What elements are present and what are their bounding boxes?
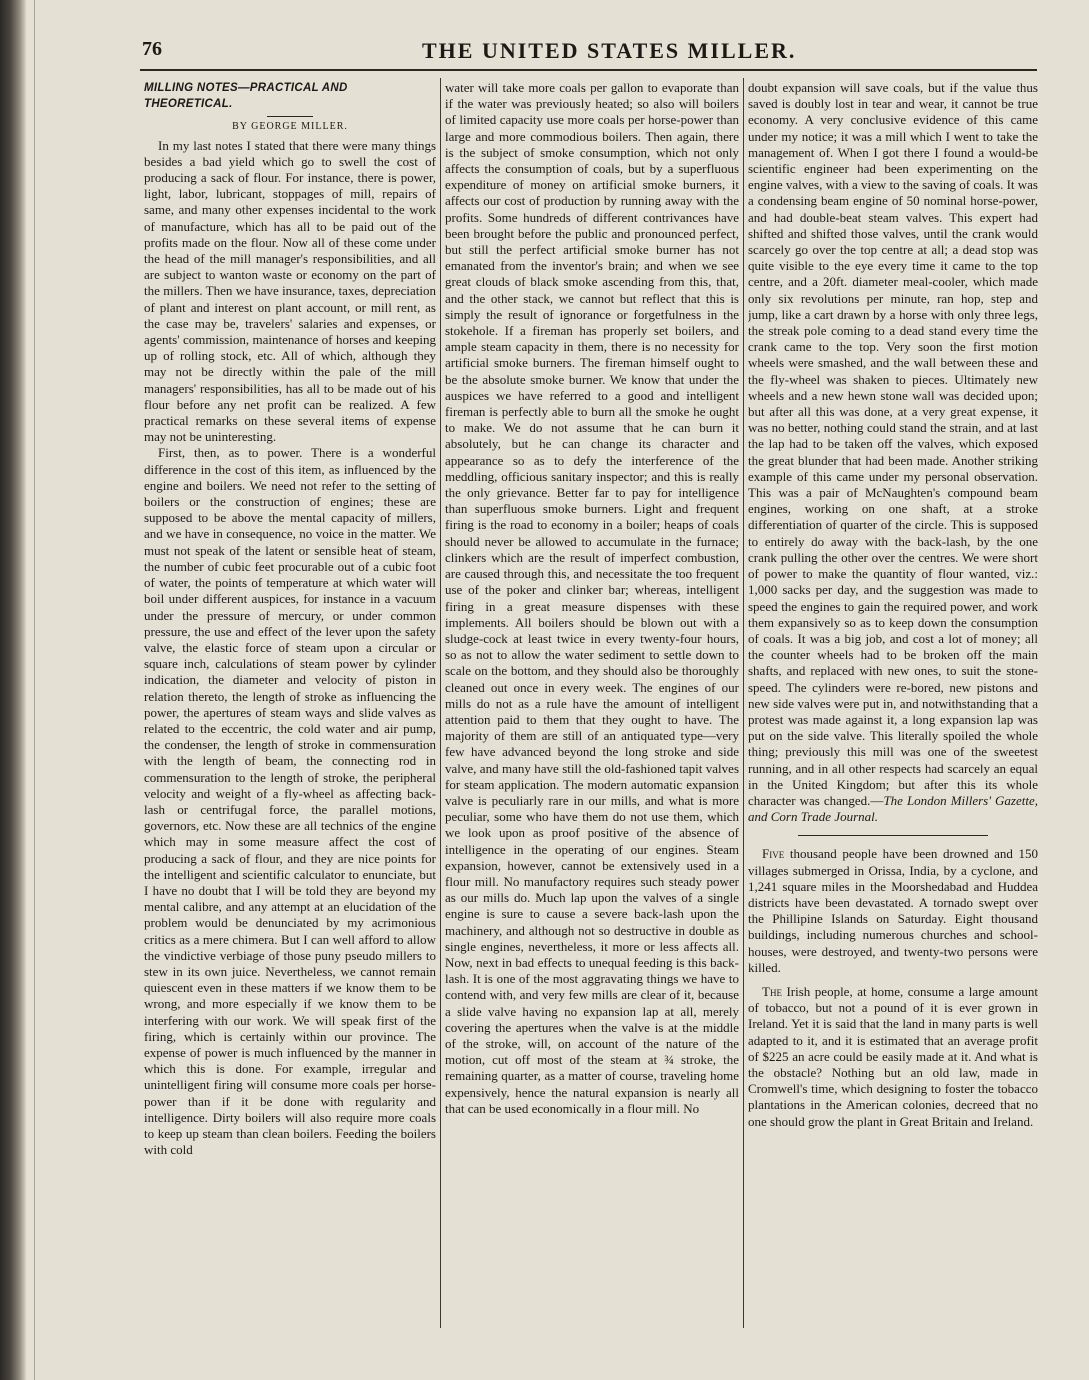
column-divider-1 [440,78,441,1328]
column-2 [445,80,739,1330]
binding-edge-line [34,0,35,1380]
column-1 [144,80,436,1330]
paragraph [748,80,1038,825]
page-binding-shadow [0,0,26,1380]
paragraph: water will take more coals per gallon to evaporate than if the water was previously heated; so also will boilers of limited capacity use more coals per horse-power than large and more commodious boilers. Then again, there is the subject of smoke consumption, which not only affects the consumption of coals, but by a superfluous expenditure of money on artificial smoke burners, it affects our cost of production by running away with the profits. Some hundreds of different contrivances have been brought before the public and pronounced perfect, but still the perfect artificial smoke burner has not emanated from the inventor's brain; and when we see great clouds of black smoke ascending from this, that, and the other stack, we cannot but reflect that this is simply the result of ignorance or forgetfulness in the stokehole. If a fireman has properly set boilers, and ample steam capacity in them, there is no necessity for artificial smoke burners. The fireman himself ought to be the absolute smoke burner. We know that under the auspices we have referred to a good and intelligent fireman is perfectly able to burn all the smoke he ought to make. We do not assume that he can burn it absolutely, but he can change its character and appearance so as to defy the interference of the meddling, officious sanitary inspector; and this is really the only grievance. Better far to pay for intelligence than superfluous smoke burners. Light and frequent firing is the road to economy in a boiler; heaps of coals should never be allowed to accumulate in the furnace; clinkers which are the result of imperfect combustion, are caused through this, and necessitate the too frequent use of the poker and clinker bar; whereas, intelligent firing in a great measure dispenses with these implements. All boilers should be blown out with a sludge-cock at least twice in every twenty-four hours, so as not to allow the water sediment to settle down to scale on the bottom, and they should also be thoroughly cleaned out once in every week. The engines of our mills do not as a rule have the amount of intelligent attention paid to them that they ought to have. The majority of them are still of an antiquated type—very few have advanced beyond the long stroke and side valve, and many have still the old-fashioned tapit valves for steam application. The modern automatic expansion valve is peculiarly rare in our mills, and what is more peculiar, some who have them do not use them, which we look upon as proof positive of the absence of intelligence in the operating of our engines. Steam expansion, however, cannot be extensively used in a flour mill. No manufactory requires such steady power as our mills do. Much lap upon the valves of a single engine is sure to cause a severe back-lash upon the machinery, and although not so destructive in double as single engines, nevertheless, it more or less affects all. Now, next in bad effects to unequal feeding is this back-lash. It is one of the most aggravating things we have to contend with, and very few mills are clear of it, because a slide valve having no expansion lap at all, merely covering the apertures when the valve is at the middle of the stroke, will, on account of the nature of the motion, cut off most of the steam at ¾ stroke, the remaining quarter, as a matter of course, traveling home expensively, hence the natural expansion is nearly all that can be used economically in a flour mill. No [445,80,739,1116]
heading-rule [267,116,313,117]
column-divider-2 [743,78,744,1328]
page-header [112,38,1037,68]
news-item-text: Irish people, at home, consume a large amount of tobacco, but not a pound of it is ever grown in Ireland. Yet it is said that the land in many parts is well adapted to it, and it is estimated that an average profit of $225 an acre could be easily made at it. And what is the obstacle? Nothing but an old law, made in Cromwell's time, which designing to foster the tobacco plantations in the American colonies, decreed that no one should grow the plant in Great Britain and Ireland. [748,983,1038,1129]
news-item-tobacco [748,984,1038,1130]
article-heading: MILLING NOTES—PRACTICAL AND THEORETICAL. [144,82,348,111]
paragraph-text: doubt expansion will save coals, but if the value thus saved is doubly lost in tear and wear, it cannot be true economy. A very conclusive evidence of this came under my notice; it was a mill which I went to take the management of. When I got there I found a would-be scientific engineer had been experimenting on the engine valves, with a view to the saving of coals. It was a condensing beam engine of 50 nominal horse-power, and had double-beat steam valves. This expert had shifted and shifted those valves, until the crank would scarcely go over the top centre at all; a dead stop was quite visible to the eye every time it came to the top centre, and a 20ft. diameter meal-cooler, which made only six revolutions per minute, ran hop, step and jump, like a cart drawn by a horse with only three legs, the streak pole coming to a dead stand every time the crank came to the top. Very soon the first motion wheels were smashed, and the wall between these and the fly-wheel was shaken to pieces. Ultimately new wheels and a new hewn stone wall was decided upon; but after all this was done, at a very great expense, it was no better, nothing could stand the strain, and at last the lap had to be taken off the valves, which exposed the great blunder that had been made. Another striking example of this came under my personal observation. This was a pair of McNaughten's compound beam engines, working on one shaft, at a stroke differentiation of quarter of the circle. This is supposed to entirely do away with the back-lash, by the one crank pulling the other over the centres. We were short of power to make the quantity of flour wanted, viz.: 1,000 sacks per day, and the suggestion was made to speed the engines to gain the required power, and work them expansively so as to keep down the consumption of coals. It was a big job, and cost a lot of money; all the counter wheels had to be broken off the main shafts, and replaced with new ones, to suit the stone-speed. The cylinders were re-bored, new pistons and new side valves were put in, and notwithstanding that a protest was made against it, a long expansion lap was put on the side valve. This literally spoiled the whole thing; previously this mill was one of the sweetest running, and in all other respects had scarcely an equal in the United Kingdom; but after this its whole character was changed.— [748,80,1038,808]
article-byline: BY GEORGE MILLER. [232,121,348,133]
article-source: The London Millers' Gazette, and Corn Trade Journal. [748,792,1038,825]
news-item-text: thousand people have been drowned and 150 villages submerged in Orissa, India, by a cyclone, and 1,241 square miles in the Moorshedabad and Huddea districts have been devastated. A tornado swept over the Phillipine Islands on Saturday. Eight thousand buildings, including numerous churches and school-houses, were destroyed, and twenty-two persons were killed. [748,846,1038,975]
column-3 [748,80,1038,1330]
masthead-title: THE UNITED STATES MILLER. [422,38,797,63]
lead-word: Five [762,846,785,862]
paragraph: First, then, as to power. There is a wonderful difference in the cost of this item, as influenced by the engine and boilers. We need not refer to the setting of boilers or the construction of engines; these are supposed to be above the mental capacity of millers, and we have in consequence, no voice in the matter. We must not speak of the latent or sensible heat of steam, the number of cubic feet procurable out of a cubic foot of water, the points of temperature at which water will boil under different auspices, for instance in a vacuum under the pressure of mercury, or under common pressure, the use and effect of the lever upon the safety valve, the elastic force of steam upon a circular or square inch, calculations of steam power by cylinder indication, the diameter and velocity of piston in relation thereto, the length of stroke as influencing the power, the apertures of steam ways and slide valves as related to the eccentric, the cold water and air pump, the condenser, the length of stroke in commensuration with the length of beam, the connecting rod in commensuration to the length of stroke, the peripheral velocity and weight of a fly-wheel as affecting back-lash or centrifugal force, the parallel motions, governors, etc. Now these are all technics of the engine which may in some measure affect the cost of producing a sack of flour, and they are nice points for the intelligent and scientific calculator to enunciate, but I have no doubt that I will be told they are beyond my mental calibre, and any attempt at an elucidation of the problem would be denunciated by my acrimonious critics as a mere chimera. But I can well afford to allow the vindictive verbiage of those puny pseudo millers to stew in its own juice. Nevertheless, we cannot remain quiescent even in these matters if we know them to be wrong, and more especially if we know them to be interfering with our work. We will speak first of the firing, which is certainly within our province. The expense of power is much influenced by the manner in which this is done. For example, irregular and unintelligent firing will consume more coals per horse-power than if it be done with regularity and intelligence. Dirty boilers will also require more coals to keep up steam than clean boilers. Feeding the boilers with cold [144,445,436,1158]
news-item-cyclone [748,846,1038,976]
article-separator [798,835,988,836]
header-rule [140,69,1037,71]
paragraph: In my last notes I stated that there were many things besides a bad yield which go to swell the cost of producing a sack of flour. For instance, there is power, light, labor, lubricant, stoppages of mill, repairs of same, and many other expenses incidental to the work of manufacture, which has all to be paid out of the profits made on the flour. Now all of these come under the head of the mill manager's responsibilities, and all are subject to wanton waste or economy on the part of the millers. Then we have insurance, taxes, depreciation of plant and interest on plant account, or mill rent, as the case may be, travelers' salaries and expenses, or agents' commission, maintenance of horses and keeping up of rolling stock, etc. All of which, although they may not be directly within the pale of the mill managers' responsibilities, has all to be made out of his flour before any net profit can be realized. A few practical remarks on these several items of expense may not be uninteresting. [144,137,436,445]
lead-word: The [762,983,782,999]
page-number: 76 [142,38,162,60]
